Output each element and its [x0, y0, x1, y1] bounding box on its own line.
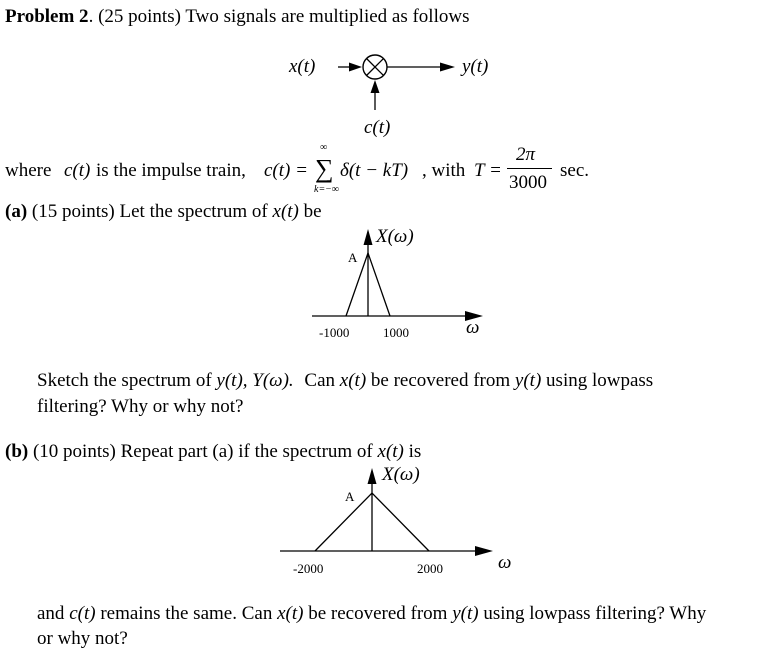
plot-b-x-arrowhead: [475, 546, 493, 556]
sum-upper-limit: ∞: [320, 142, 328, 153]
with-text: , with: [422, 160, 466, 181]
part-b-text-end: is: [408, 441, 422, 462]
part-a-q-mid: be recovered from: [370, 370, 511, 391]
sum-sign: ∑: [315, 154, 334, 183]
part-a-q-text1: Sketch the spectrum of: [37, 370, 212, 391]
unit-text: sec.: [560, 160, 590, 181]
where-ct: c(t): [64, 160, 91, 181]
sum-lower-limit: k=−∞: [314, 184, 340, 195]
plot-b-tick-left: -2000: [293, 561, 324, 576]
plot-a-tick-left: -1000: [319, 325, 350, 340]
problem-intro: . (25 points) Two signals are multiplied as follows: [88, 6, 470, 27]
part-b-question-line1: [37, 603, 706, 625]
part-a-q-can: Can: [304, 370, 336, 391]
part-a-q-yt: y(t),: [216, 370, 248, 391]
diagram-input-label: x(t): [289, 56, 316, 77]
problem-label: Problem 2: [5, 6, 89, 27]
delta-term: δ(t − kT): [340, 160, 409, 181]
part-b-q-and: and: [37, 603, 65, 624]
part-b-q-yt: y(t): [452, 603, 479, 624]
part-a-label: (a): [5, 201, 28, 222]
part-b-q-xt: x(t): [277, 603, 304, 624]
plot-b-xlabel: ω: [498, 552, 512, 573]
part-a-text: (15 points) Let the spectrum of: [31, 201, 268, 222]
plot-b-tick-right: 2000: [417, 561, 443, 576]
plot-a-xlabel: ω: [466, 317, 480, 338]
part-a-xt: x(t): [272, 201, 299, 222]
is-the-text: is the impulse train,: [96, 160, 246, 181]
part-a-q-end: using lowpass: [546, 370, 654, 391]
plot-b-y-arrowhead: [368, 468, 377, 484]
T-equals: T =: [474, 160, 502, 181]
part-b-text: (10 points) Repeat part (a) if the spectrum of: [32, 441, 373, 462]
part-a-text-end: be: [303, 201, 322, 222]
diagram-output-label: y(t): [462, 56, 489, 77]
fraction-denominator: 3000: [509, 172, 547, 193]
part-b-xt: x(t): [377, 441, 404, 462]
where-text: where: [5, 160, 52, 181]
part-a-q-xt: x(t): [339, 370, 367, 391]
part-b-q-mid: remains the same. Can: [100, 603, 273, 624]
plot-b-peak-label: A: [345, 489, 355, 504]
part-b-question-line2: or why not?: [37, 628, 128, 649]
plot-a-peak-label: A: [348, 250, 358, 265]
fraction-numerator: 2π: [516, 144, 536, 165]
ct-equals: c(t) =: [264, 160, 308, 181]
part-b-q-mid2: be recovered from: [308, 603, 448, 624]
part-b-q-end: using lowpass filtering? Why: [483, 603, 707, 624]
diagram-carrier-label: c(t): [364, 117, 391, 138]
part-b-q-ct: c(t): [69, 603, 96, 624]
part-b-label: (b): [5, 441, 29, 462]
plot-a-tick-right: 1000: [383, 325, 409, 340]
part-a-q-Yw: Y(ω).: [252, 370, 294, 391]
plot-a-ylabel: X(ω): [376, 226, 414, 247]
part-a-question-line2: filtering? Why or why not?: [37, 396, 244, 417]
part-a-q-yt2: y(t): [514, 370, 542, 391]
plot-b-ylabel: X(ω): [382, 464, 420, 485]
